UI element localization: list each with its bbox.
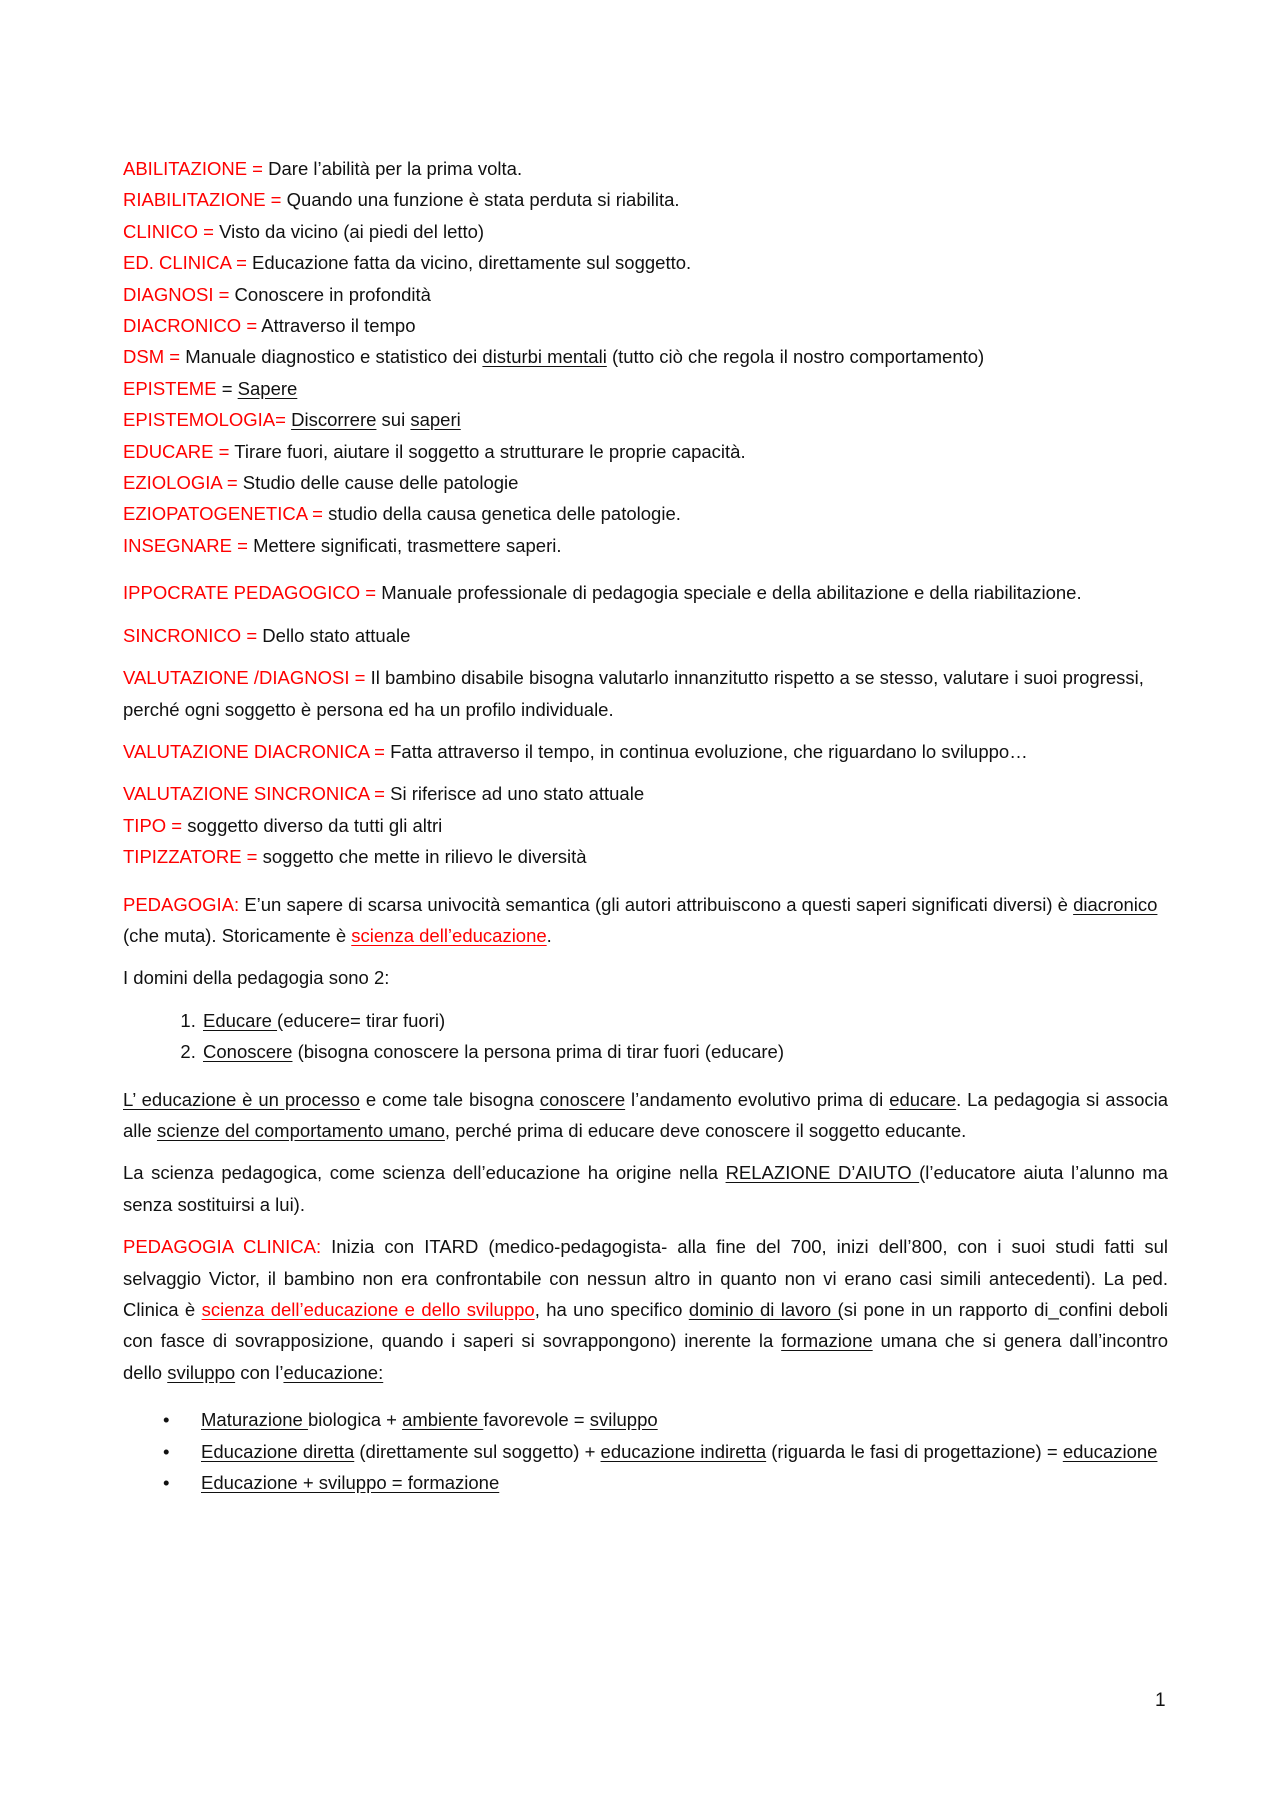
underlined-text: Educazione diretta [201, 1440, 355, 1462]
body-text: Mettere significati, trasmettere saperi. [253, 534, 562, 556]
document-body [123, 153, 1168, 1498]
body-text: (educere= tirar fuori) [277, 1009, 446, 1031]
paragraph [123, 279, 1168, 310]
underlined-text: formazione [781, 1330, 873, 1352]
underlined-text: sviluppo [167, 1361, 236, 1383]
term-text: EZIOPATOGENETICA = [123, 503, 329, 525]
body-text: Dare l’abilità per la prima volta. [268, 158, 523, 179]
body-text: Fatta attraverso il tempo, in continua evoluzione, che riguardano lo sviluppo… [390, 740, 1028, 762]
paragraph [123, 530, 1168, 561]
term-text: ED. CLINICA = [123, 252, 253, 274]
underlined-text: dominio di lavoro ( [688, 1299, 844, 1320]
body-text: = [216, 377, 238, 399]
paragraph [123, 184, 1168, 215]
body-text: (riguarda le fasi di progettazione) = [766, 1440, 1063, 1462]
term-text: EPISTEMOLOGIA= [123, 409, 286, 431]
list-item [201, 1036, 1168, 1067]
body-text: e come tale bisogna [359, 1088, 540, 1110]
term-text: EPISTEME [123, 377, 217, 399]
term-text: EZIOLOGIA = [123, 472, 243, 494]
body-text: , ha uno specifico [534, 1299, 689, 1320]
list-item [163, 1404, 1168, 1435]
underlined-text: sviluppo [589, 1409, 658, 1431]
body-text: (che muta). Storicamente è [123, 924, 352, 946]
underlined-text: scienze del comportamento umano [156, 1119, 445, 1141]
bullet-icon: • [163, 1409, 170, 1431]
paragraph [123, 736, 1168, 767]
list-item [201, 1005, 1168, 1036]
underlined-text: educare [889, 1088, 957, 1110]
body-text: (bisogna conoscere la persona prima di tirar fuori (educare) [292, 1041, 784, 1063]
body-text: La scienza pedagogica, come scienza dell’educazione ha origine nella [123, 1162, 726, 1184]
body-text: Il bambino disabile bisogna valutarlo innanzitutto rispetto a se stesso, valutare i suoi progressi, perché ogni soggetto è persona ed ha un profilo individuale. [123, 667, 1144, 720]
term-text: scienza dell’educazione e dello sviluppo [201, 1299, 535, 1320]
term-text: CLINICO = [123, 220, 220, 242]
term-text: IPPOCRATE PEDAGOGICO = [123, 582, 382, 604]
underlined-text: ambiente [402, 1409, 484, 1431]
paragraph [123, 1231, 1168, 1388]
term-text: TIPO = [123, 814, 188, 836]
bullet-icon: • [163, 1440, 170, 1462]
body-text: Attraverso il tempo [261, 315, 416, 337]
paragraph [123, 577, 1168, 608]
bullet-list [123, 1404, 1168, 1498]
body-text: Si riferisce ad uno stato attuale [390, 783, 645, 805]
body-text: con l’ [235, 1361, 284, 1383]
body-text: , perché prima di educare deve conoscere il soggetto educante. [444, 1119, 967, 1141]
body-text: . [546, 924, 552, 946]
underlined-text: saperi [410, 409, 461, 431]
term-text: PEDAGOGIA: [123, 893, 245, 915]
body-text: (direttamente sul soggetto) + [354, 1440, 601, 1462]
term-text: EDUCARE = [123, 440, 235, 462]
underlined-text: Discorrere [291, 409, 377, 431]
paragraph [123, 467, 1168, 498]
underlined-text: Maturazione [201, 1409, 308, 1431]
term-text: ABILITAZIONE = [123, 158, 269, 179]
paragraph [123, 310, 1168, 341]
paragraph [123, 436, 1168, 467]
term-text: PEDAGOGIA CLINICA: [123, 1236, 332, 1258]
paragraph [123, 247, 1168, 278]
paragraph [123, 216, 1168, 247]
underlined-text: conoscere [539, 1088, 626, 1110]
body-text: Manuale diagnostico e statistico dei [185, 346, 483, 368]
underlined-text: disturbi mentali [482, 346, 607, 368]
paragraph [123, 810, 1168, 841]
body-text: Visto da vicino (ai piedi del letto) [219, 220, 485, 242]
underlined-text: Educare [203, 1009, 278, 1031]
numbered-list [123, 1005, 1168, 1068]
paragraph [123, 1157, 1168, 1220]
body-text: Inizia con ITARD (medico-pedagogista- alla fine del 700, inizi dell’800, con i suoi studi fatti sul selvaggio Victor, il bambino non era confrontabile con nessun altro in quanto non vi erano casi simili antecedenti). La ped. Clinica è [123, 1236, 1168, 1320]
underlined-text: Sapere [237, 377, 298, 399]
paragraph [123, 841, 1168, 872]
paragraph [123, 373, 1168, 404]
paragraph [123, 153, 1168, 184]
body-text: Studio delle cause delle patologie [242, 472, 519, 494]
paragraph [123, 341, 1168, 372]
term-text: INSEGNARE = [123, 534, 254, 556]
paragraph [123, 778, 1168, 809]
underlined-text: educazione [1062, 1440, 1158, 1462]
body-text: umana che si genera dall’incontro dello [123, 1330, 1168, 1383]
underlined-text: RELAZIONE D’AIUTO [725, 1162, 920, 1184]
body-text: Manuale professionale di pedagogia speciale e della abilitazione e della riabilitazione. [381, 582, 1082, 604]
body-text: Dello stato attuale [262, 624, 411, 646]
paragraph [123, 889, 1168, 952]
body-text: (l’educatore aiuta l’alunno ma senza sostituirsi a lui). [123, 1162, 1168, 1215]
body-text: . La pedagogia si associa alle [123, 1088, 1169, 1141]
underlined-text: diacronico [1073, 893, 1158, 915]
body-text: Tirare fuori, aiutare il soggetto a strutturare le proprie capacità. [234, 440, 746, 462]
term-text: SINCRONICO = [123, 624, 263, 646]
underlined-text: Conoscere [203, 1041, 293, 1063]
paragraph [123, 1084, 1168, 1147]
term-text: VALUTAZIONE SINCRONICA = [123, 783, 391, 805]
paragraph [123, 620, 1168, 651]
body-text: E’un sapere di scarsa univocità semantica (gli autori attribuiscono a questi saperi significati diversi) è [244, 893, 1074, 915]
underlined-text: L’ educazione è un processo [123, 1088, 360, 1110]
body-text: soggetto diverso da tutti gli altri [187, 814, 443, 836]
term-text: DIACRONICO = [123, 315, 262, 337]
term-text: scienza dell’educazione [351, 924, 547, 946]
term-text: VALUTAZIONE DIACRONICA = [123, 740, 391, 762]
body-text: studio della causa genetica delle patologie. [328, 503, 681, 525]
paragraph [123, 404, 1168, 435]
paragraph [123, 662, 1168, 725]
term-text: DSM = [123, 346, 186, 368]
list-item [163, 1467, 1168, 1498]
body-text: soggetto che mette in rilievo le diversità [262, 846, 587, 868]
body-text: biologica + [307, 1409, 403, 1431]
underlined-text: educazione: [283, 1361, 384, 1383]
underlined-text: Educazione + sviluppo = formazione [201, 1472, 500, 1494]
term-text: RIABILITAZIONE = [123, 189, 287, 211]
paragraph [123, 498, 1168, 529]
body-text: Educazione fatta da vicino, direttamente sul soggetto. [252, 252, 692, 274]
body-text: Conoscere in profondità [234, 283, 431, 305]
body-text: (tutto ciò che regola il nostro comportamento) [606, 346, 985, 368]
body-text: favorevole = [483, 1409, 590, 1431]
bullet-icon: • [163, 1472, 170, 1494]
body-text: Quando una funzione è stata perduta si riabilita. [286, 189, 680, 211]
page-number: 1 [1155, 1690, 1166, 1711]
body-text: I domini della pedagogia sono 2: [123, 967, 390, 989]
paragraph [123, 962, 1168, 993]
term-text: VALUTAZIONE /DIAGNOSI = [123, 667, 371, 689]
term-text: TIPIZZATORE = [123, 846, 263, 868]
body-text: sui [376, 409, 411, 431]
body-text: l’andamento evolutivo prima di [625, 1088, 890, 1110]
list-item [163, 1436, 1168, 1467]
body-text: si pone in un rapporto di_confini deboli con fasce di sovrapposizione, quando i saperi si sovrappongono) inerente la [123, 1299, 1169, 1352]
term-text: DIAGNOSI = [123, 283, 235, 305]
underlined-text: educazione indiretta [600, 1440, 767, 1462]
